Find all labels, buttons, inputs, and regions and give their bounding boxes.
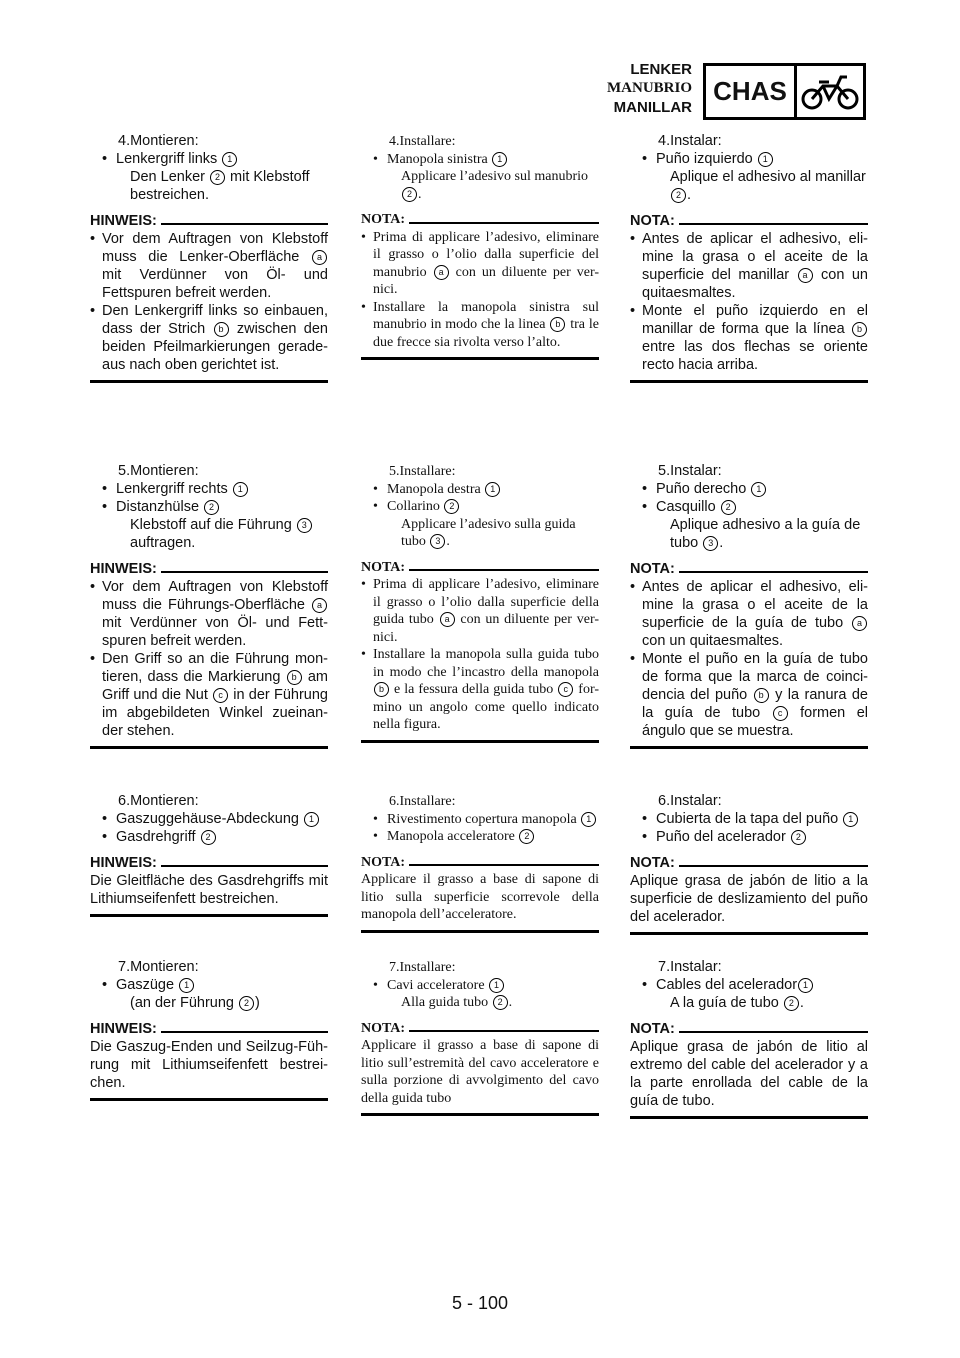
divider — [679, 571, 868, 573]
bullet-item — [373, 977, 599, 995]
note-label: HINWEIS: — [90, 561, 157, 577]
text-span: Den Lenker — [130, 169, 209, 185]
bullet-item — [642, 810, 868, 828]
bullet-item — [102, 810, 328, 828]
bullet-item — [642, 480, 868, 498]
step-4 — [90, 132, 328, 383]
step-heading — [90, 132, 328, 150]
step-number: 7. — [389, 960, 400, 975]
text-span: con un diluente per ver-nici. — [373, 612, 599, 645]
reference-marker: a — [852, 616, 867, 631]
note-bullet — [90, 302, 328, 374]
text-span: Monte el puño en la guía de tubo de forma que la marca de coinci-dencia del puño — [642, 651, 868, 703]
note-bullet — [630, 578, 868, 650]
step-5 — [361, 463, 599, 743]
bullet-item — [102, 976, 328, 994]
step-4 — [630, 132, 868, 383]
divider — [630, 746, 868, 749]
text-span: Vor dem Auftragen von Klebstoff muss die Führungs-Oberfläche — [102, 579, 328, 613]
step-number: 7. — [118, 959, 131, 975]
text-span: Collarino — [387, 499, 444, 514]
divider — [679, 1031, 868, 1033]
note-bullet — [90, 578, 328, 650]
step-5 — [90, 462, 328, 749]
text-span: Montieren: — [130, 793, 199, 809]
text-span: Cables del acelerador — [656, 977, 798, 993]
note-header — [630, 1020, 868, 1038]
divider — [361, 740, 599, 743]
note-bullet — [361, 229, 599, 299]
text-span: Lenkergriff rechts — [116, 481, 232, 497]
text-span: Die Gleitfläche des Gasdrehgriffs mit Lithiumseifenfett bestreichen. — [90, 873, 328, 907]
reference-marker: 2 — [784, 996, 799, 1011]
text-span: . — [687, 187, 692, 203]
text-span: entre las dos flechas se oriente recto hacia arriba. — [642, 339, 868, 373]
text-span: . — [446, 534, 450, 549]
divider — [679, 223, 868, 225]
note-header — [630, 854, 868, 872]
reference-marker: 2 — [201, 830, 216, 845]
reference-marker: 2 — [519, 829, 534, 844]
divider — [361, 357, 599, 360]
title-de: LENKER — [630, 61, 692, 78]
section-badge — [703, 63, 866, 120]
note-label: NOTA: — [630, 213, 675, 229]
motorcycle-icon — [797, 66, 863, 117]
reference-marker: 3 — [703, 536, 718, 551]
text-span: Instalar: — [670, 959, 722, 975]
step-heading — [630, 958, 868, 976]
divider — [361, 930, 599, 933]
bullet-item — [373, 828, 599, 846]
text-span: Installare la manopola sulla guida tubo in modo che l’incastro della manopola — [373, 647, 599, 680]
text-span: Gaszuggehäuse-Abdeckung — [116, 811, 304, 827]
reference-marker: 2 — [444, 499, 459, 514]
reference-marker: 1 — [758, 152, 773, 167]
reference-marker: 2 — [402, 187, 417, 202]
reference-marker: c — [558, 682, 573, 697]
text-span: Applicare il grasso a base di sapone di litio sull’estremità del cavo acceleratore e sulla porzione di avvolgimento del cavo della guida tubo — [361, 1038, 599, 1106]
divider — [630, 1116, 868, 1119]
page-number: 5 - 100 — [451, 1293, 509, 1313]
bullet-item — [102, 480, 328, 498]
note-header — [361, 1020, 599, 1038]
step-number: 6. — [118, 793, 131, 809]
section-titles — [607, 60, 692, 117]
text-span: Klebstoff auf die Führung — [130, 517, 296, 533]
reference-marker: c — [213, 688, 228, 703]
text-span: . — [418, 186, 422, 202]
bullet-item — [373, 811, 599, 829]
divider — [630, 932, 868, 935]
step-heading — [630, 792, 868, 810]
step-number: 7. — [658, 959, 671, 975]
step-number: 4. — [118, 133, 131, 149]
text-span: Den Lenkergriff links so einbauen, dass der Strich — [102, 303, 328, 337]
text-span: Prima di applicare l’adesivo, eliminare il grasso o l’olio dalla superficie del manubrio — [373, 229, 599, 280]
note-label: NOTA: — [361, 1020, 406, 1036]
text-span: Vor dem Auftragen von Klebstoff muss die Lenker-Oberfläche — [102, 231, 328, 265]
note-header — [361, 559, 599, 577]
text-span: Installare: — [399, 134, 456, 149]
text-span: Installare: — [399, 464, 456, 479]
text-span: e la fessura della guida tubo — [390, 682, 558, 697]
step-6 — [90, 792, 328, 917]
text-span: tra le due frecce sia rivolta verso l’alto. — [373, 317, 599, 350]
divider — [679, 865, 868, 867]
note-label: HINWEIS: — [90, 855, 157, 871]
divider — [409, 222, 599, 224]
step-number: 4. — [389, 134, 400, 149]
bullet-item — [642, 498, 868, 516]
text-span: mit Verdünner von Öl- und Fettspuren befreit werden. — [102, 267, 328, 301]
reference-marker: 2 — [204, 500, 219, 515]
step-number: 6. — [658, 793, 671, 809]
step-number: 6. — [389, 794, 400, 809]
text-span: Puño izquierdo — [656, 151, 757, 167]
text-span: Gasdrehgriff — [116, 829, 200, 845]
text-span: Aplique el adhesivo al manillar — [670, 169, 866, 185]
bullet-item — [373, 481, 599, 499]
text-span: . — [719, 535, 724, 551]
note-label: NOTA: — [361, 212, 406, 227]
reference-marker: b — [852, 322, 867, 337]
bullet-item — [642, 150, 868, 168]
text-span: Installare: — [399, 794, 456, 809]
reference-marker: 1 — [843, 812, 858, 827]
reference-marker: 1 — [798, 978, 813, 993]
text-span: Instalar: — [670, 463, 722, 479]
text-span: . — [508, 995, 513, 1010]
text-span: A la guía de tubo — [670, 995, 783, 1011]
text-span: Aplique grasa de jabón de litio a la superficie de deslizamiento del puño del acelerador. — [630, 873, 868, 925]
step-7 — [630, 958, 868, 1119]
reference-marker: a — [440, 612, 455, 627]
reference-marker: 1 — [492, 152, 507, 167]
text-span: Cubierta de la tapa del puño — [656, 811, 843, 827]
note-bullet — [630, 302, 868, 374]
text-span: Den Griff so an die Führung mon-tieren, dass die Markierung — [102, 651, 328, 685]
note-header — [90, 560, 328, 578]
step-heading — [630, 132, 868, 150]
note-header — [90, 212, 328, 230]
divider — [90, 746, 328, 749]
step-heading — [90, 958, 328, 976]
divider — [90, 1098, 328, 1101]
bullet-item — [642, 828, 868, 846]
text-span: Applicare l’adesivo sulla guida tubo — [401, 516, 576, 549]
divider — [409, 864, 599, 866]
reference-marker: 2 — [721, 500, 736, 515]
text-span: Montieren: — [130, 463, 199, 479]
reference-marker: b — [214, 322, 229, 337]
section-code: CHAS — [706, 66, 797, 117]
divider — [161, 1031, 328, 1033]
text-span: Montieren: — [130, 959, 199, 975]
sub-instruction — [401, 994, 599, 1012]
text-span: Puño del acelerador — [656, 829, 790, 845]
reference-marker: 1 — [751, 482, 766, 497]
reference-marker: 2 — [210, 170, 225, 185]
step-4 — [361, 133, 599, 360]
text-span: Aplique adhesivo a la guía de tubo — [670, 517, 861, 551]
step-number: 5. — [389, 464, 400, 479]
reference-marker: a — [312, 598, 327, 613]
text-span: Puño derecho — [656, 481, 751, 497]
step-heading — [361, 793, 599, 811]
text-span: y la ranura de la guía de tubo — [642, 687, 868, 721]
note-header — [361, 211, 599, 229]
text-span: ) — [255, 995, 260, 1011]
step-number: 5. — [118, 463, 131, 479]
text-span: . — [799, 995, 804, 1011]
text-span: Gaszüge — [116, 977, 179, 993]
sub-instruction — [130, 516, 328, 552]
step-heading — [361, 133, 599, 151]
reference-marker: 3 — [297, 518, 312, 533]
divider — [161, 223, 328, 225]
text-span: Instalar: — [670, 133, 722, 149]
note-label: HINWEIS: — [90, 213, 157, 229]
reference-marker: 1 — [485, 482, 500, 497]
text-span: mit Klebstoff bestreichen. — [130, 169, 310, 203]
sub-instruction — [670, 994, 868, 1012]
text-span: auftragen. — [130, 535, 196, 551]
note-bullet — [630, 230, 868, 302]
text-span: Antes de aplicar el adhesivo, eli-mine la grasa o el aceite de la superficie del manillar — [642, 231, 868, 283]
text-span: Distanzhülse — [116, 499, 204, 515]
divider — [361, 1113, 599, 1116]
step-number: 5. — [658, 463, 671, 479]
step-heading — [361, 959, 599, 977]
step-7 — [90, 958, 328, 1101]
reference-marker: 2 — [239, 996, 254, 1011]
text-span: in der Führung im abgebildeten Winkel zueinan-der stehen. — [102, 687, 328, 739]
note-header — [361, 854, 599, 872]
text-span: Aplique grasa de jabón de litio al extremo del cable del acelerador y a la parte enrollada del cable de la guía de tubo. — [630, 1039, 868, 1109]
text-span: Applicare l’adesivo sul manubrio — [401, 169, 589, 184]
text-span: Manopola acceleratore — [387, 829, 519, 844]
reference-marker: b — [287, 670, 302, 685]
text-span: zwischen den beiden Pfeilmarkierungen gerade-aus nach oben gerichtet ist. — [102, 321, 328, 373]
sub-instruction — [670, 168, 868, 204]
text-span: Manopola destra — [387, 481, 485, 497]
reference-marker: a — [312, 250, 327, 265]
text-span: for-mino un angolo come quello indicato nella figura. — [373, 682, 599, 732]
bullet-item — [373, 151, 599, 169]
text-span: (an der Führung — [130, 995, 239, 1011]
reference-marker: 1 — [179, 978, 194, 993]
note-label: HINWEIS: — [90, 1021, 157, 1037]
reference-marker: a — [434, 265, 449, 280]
note-bullet — [90, 230, 328, 302]
text-span: Die Gaszug-Enden und Seilzug-Füh-rung mit Lithiumseifenfett bestrei-chen. — [90, 1039, 328, 1091]
reference-marker: 1 — [222, 152, 237, 167]
step-heading — [90, 462, 328, 480]
bullet-item — [102, 498, 328, 516]
text-span: Montieren: — [130, 133, 199, 149]
reference-marker: 3 — [430, 534, 445, 549]
text-span: con un quitaesmaltes. — [642, 267, 868, 301]
sub-instruction — [670, 516, 868, 552]
text-span: Lenkergriff links — [116, 151, 222, 167]
note-label: NOTA: — [630, 1021, 675, 1037]
divider — [161, 571, 328, 573]
note-bullet — [630, 650, 868, 740]
text-span: Prima di applicare l’adesivo, eliminare il grasso o l’olio dalla superficie della guida tubo — [373, 577, 599, 627]
text-span: am Griff und die Nut — [102, 669, 329, 703]
step-6 — [630, 792, 868, 935]
step-6 — [361, 793, 599, 933]
reference-marker: 1 — [304, 812, 319, 827]
text-span: Installare la manopola sinistra sul manubrio in modo che la linea — [373, 299, 599, 332]
text-span: Cavi acceleratore — [387, 977, 489, 993]
text-span: Instalar: — [670, 793, 722, 809]
sub-instruction — [130, 168, 328, 204]
reference-marker: c — [773, 706, 788, 721]
reference-marker: 2 — [791, 830, 806, 845]
note-header — [630, 560, 868, 578]
bullet-item — [642, 976, 868, 994]
bullet-item — [102, 828, 328, 846]
text-span: Applicare il grasso a base di sapone di litio sulla superficie scorrevole della manopola dell’acceleratore. — [361, 872, 599, 922]
divider — [161, 865, 328, 867]
title-es: MANILLAR — [613, 99, 692, 116]
sub-instruction — [130, 994, 328, 1012]
step-heading — [630, 462, 868, 480]
note-bullet — [361, 576, 599, 646]
text-span: Monte el puño izquierdo en el manillar de forma que la línea — [642, 303, 868, 337]
text-span: formen el ángulo que se muestra. — [642, 705, 868, 739]
note-label: NOTA: — [361, 559, 406, 575]
reference-marker: 1 — [581, 812, 596, 827]
sub-instruction — [401, 168, 599, 203]
note-bullet — [361, 299, 599, 352]
reference-marker: 2 — [671, 188, 686, 203]
reference-marker: b — [550, 317, 565, 332]
reference-marker: b — [754, 688, 769, 703]
step-heading — [361, 463, 599, 481]
reference-marker: 1 — [233, 482, 248, 497]
note-header — [90, 1020, 328, 1038]
text-span: Antes de aplicar el adhesivo, eli-mine la grasa o el aceite de la superficie de la guía de tubo — [642, 579, 868, 631]
step-number: 4. — [658, 133, 671, 149]
note-header — [630, 212, 868, 230]
divider — [409, 1030, 599, 1032]
reference-marker: 1 — [489, 978, 504, 993]
divider — [630, 380, 868, 383]
step-5 — [630, 462, 868, 749]
text-span: con un quitaesmaltes. — [642, 633, 784, 649]
text-span: con un diluente per ver-nici. — [373, 264, 599, 297]
note-label: NOTA: — [630, 855, 675, 871]
divider — [90, 380, 328, 383]
text-span: Casquillo — [656, 499, 720, 515]
note-bullet — [361, 646, 599, 734]
step-heading — [90, 792, 328, 810]
note-label: NOTA: — [630, 561, 675, 577]
note-label: NOTA: — [361, 854, 406, 870]
reference-marker: b — [374, 682, 389, 697]
step-7 — [361, 959, 599, 1116]
bullet-item — [102, 150, 328, 168]
text-span: mit Verdünner von Öl- und Fett-spuren befreit werden. — [102, 615, 328, 649]
reference-marker: 2 — [493, 995, 508, 1010]
text-span: Manopola sinistra — [387, 151, 492, 167]
reference-marker: a — [798, 268, 813, 283]
note-bullet — [90, 650, 328, 740]
text-span: Installare: — [399, 960, 456, 975]
bullet-item — [373, 498, 599, 516]
text-span: Rivestimento copertura manopola — [387, 811, 581, 827]
note-header — [90, 854, 328, 872]
text-span: Alla guida tubo — [401, 995, 492, 1010]
sub-instruction — [401, 516, 599, 551]
divider — [409, 569, 599, 571]
title-it: MANUBRIO — [607, 80, 692, 96]
divider — [90, 914, 328, 917]
